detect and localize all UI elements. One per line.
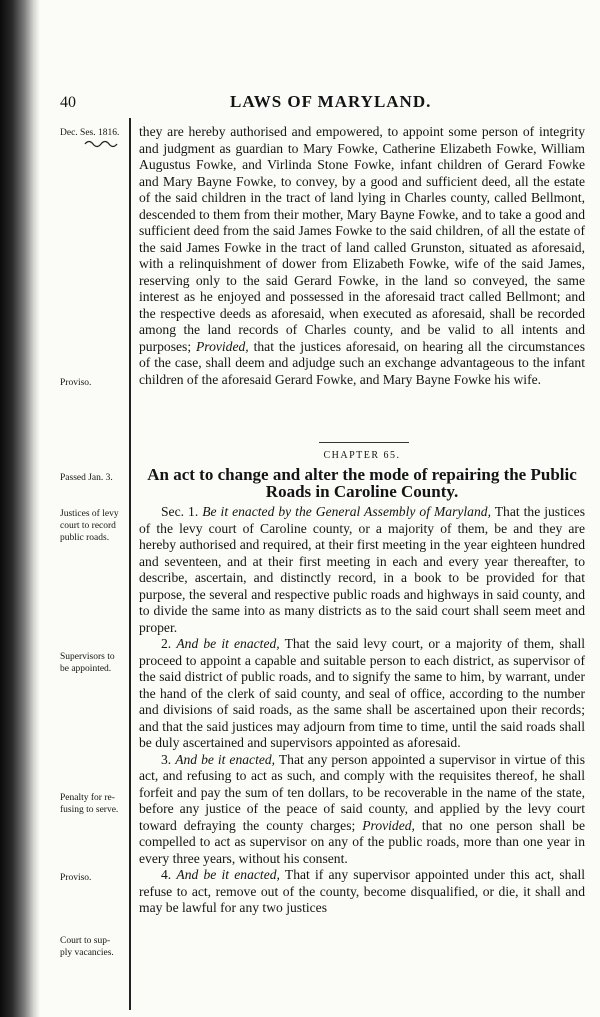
- margin-note-line: court to record: [60, 521, 116, 531]
- margin-note-line: fusing to serve.: [60, 805, 119, 815]
- margin-note-line: Justices of levy: [60, 509, 119, 519]
- section-text: That any person appointed a supervisor in virtue of this act, and refusing to act as such, and comply with the requisites thereof, he shall forfeit and pay the sum of ten dollars, to be recoverable in the name of the state, before any justice of the peace of said county, and applied by the levy court toward defraying the county charges;: [139, 751, 585, 833]
- section-1: [139, 504, 585, 636]
- margin-note-court: [60, 935, 132, 959]
- section-label: 4.: [161, 867, 172, 882]
- margin-note-proviso-2: Proviso.: [60, 873, 92, 883]
- margin-note-passed: Passed Jan. 3.: [60, 473, 113, 483]
- section-3: [139, 752, 585, 868]
- page-header: [60, 92, 590, 114]
- section-text: That the said levy court, or a majority of them, shall proceed to appoint a capable and suitable person to each district, as supervisor of the said district of public roads, and to signify the same to him, by warrant, under the hand of the clerk of said county, and seal of office, according to the number and divisions of said roads, as the same shall be ascertained upon their records; and that the said justices may adjourn from time to time, until the said roads shall be duly ascertained and supervisors appointed as aforesaid.: [139, 636, 585, 750]
- margin-note-justices: [60, 508, 132, 544]
- margin-note-dec-ses: Dec. Ses. 1816.: [60, 128, 120, 138]
- margin-note-line: Penalty for re-: [60, 793, 115, 803]
- margin-note-line: public roads.: [60, 533, 110, 543]
- section-label: Sec. 1.: [161, 504, 199, 519]
- section-label: 3.: [161, 751, 172, 767]
- continuation-paragraph: [139, 124, 585, 388]
- proviso-keyword: Provided,: [195, 338, 249, 354]
- binding-shadow: [0, 0, 40, 1017]
- continuation-text: they are hereby authorised and empowered, to appoint some person of integrity and judgment as guardian to Mary Fowke, Catherine Elizabeth Fowke, William Augustus Fowke, and Virlinda Stone Fowke, infant children of Gerard Fowke and Mary Bayne Fowke, to convey, by a good and sufficient deed, all the estate of the said children in the tract of land lying in Charles county, called Bellmont, descended to them from their mother, Mary Bayne Fowke, and to take a good and sufficient deed from the said James Fowke to the said children, of all the estate of the said James Fowke in the tract of land called Grunston, situated as aforesaid, with a relinquishment of dower from Elizabeth Fowke, wife of the said James, reserving only to the said Gerard Fowke, in the land so conveyed, the same interest as he enjoyed and possessed in the aforesaid tract called Bellmont; and the respective deeds as aforesaid, when executed as aforesaid, shall be recorded among the land records of Charles county, and be valid to all intents and purposes;: [139, 124, 585, 354]
- proviso-text: that the justices aforesaid, on hearing all the circumstances of the case, shall deem and adjudge such an exchange advantageous to the infant children of the aforesaid Gerard Fowke, and Mary Bayne Fowke his wife.: [139, 338, 586, 387]
- margin-note-penalty: [60, 792, 132, 816]
- section-4: [139, 867, 585, 917]
- page-number: 40: [60, 94, 76, 111]
- act-body: [139, 504, 585, 917]
- section-text: that no one person shall be compelled to act as supervisor on any of the public roads, more than one year in every three years, without his consent.: [139, 817, 586, 866]
- proviso-keyword: Provided,: [362, 817, 415, 833]
- margin-note-line: Supervisors to: [60, 652, 115, 662]
- enacting-clause: And be it enacted,: [175, 751, 276, 767]
- margin-note-line: be appointed.: [60, 664, 112, 674]
- margin-note-line: Court to sup-: [60, 936, 111, 946]
- act-title: An act to change and alter the mode of repairing the Public Roads in Caroline County.: [147, 465, 577, 501]
- chapter-heading: CHAPTER 65.: [323, 450, 401, 461]
- section-label: 2.: [161, 636, 172, 651]
- enacting-clause: Be it enacted by the General Assembly of Maryland,: [202, 504, 491, 519]
- margin-note-supervisors: [60, 651, 132, 675]
- margin-note-line: ply vacancies.: [60, 948, 114, 958]
- section-divider: [319, 442, 409, 443]
- margin-note-proviso: Proviso.: [60, 378, 92, 388]
- section-text: That if any supervisor appointed under this act, shall refuse to act, remove out of the county, become disqualified, or die, it shall and may be lawful for any two justices: [139, 867, 586, 915]
- squiggle-ornament: [84, 139, 122, 149]
- running-head: LAWS OF MARYLAND.: [230, 92, 432, 111]
- section-text: That the justices of the levy court of Caroline county, or a majority of them, be and they are hereby authorised and required, at their first meeting in the year eighteen hundred and seventeen, and at their first meeting in each and every year thereafter, to describe, ascertain, and distinctly record, in a book to be provided for that purpose, the several and respective public roads and highways in said county, and to divide the same into as many districts as to the said court shall seem meet and proper.: [139, 504, 585, 635]
- enacting-clause: And be it enacted,: [176, 636, 280, 651]
- enacting-clause: And be it enacted,: [176, 867, 280, 882]
- section-2: [139, 636, 585, 752]
